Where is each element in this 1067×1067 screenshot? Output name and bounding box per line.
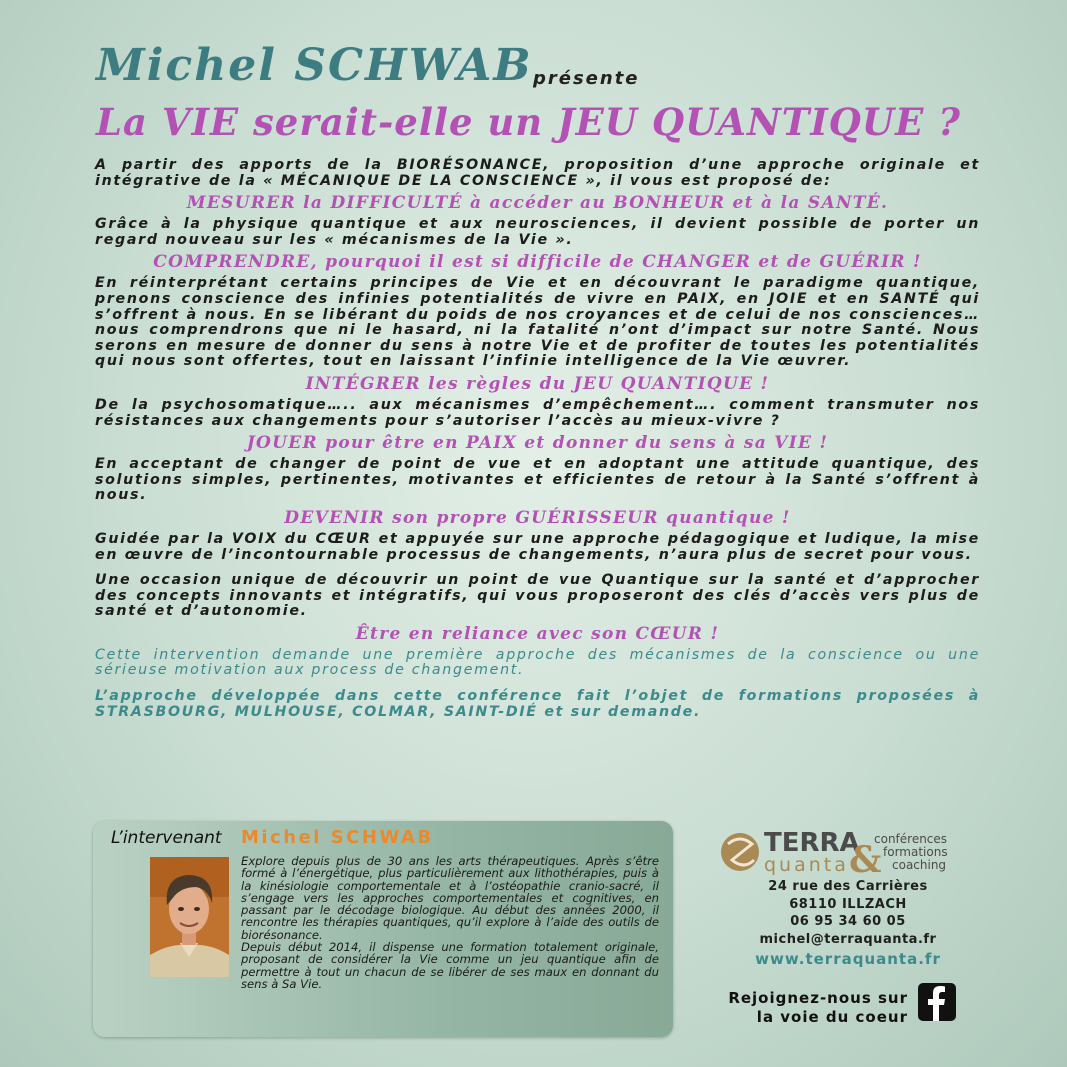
presents-label: présente: [533, 68, 640, 89]
logo-ampersand: &: [849, 839, 882, 878]
intro-paragraph: A partir des apports de la BIORÉSONANCE, proposition d’une approche originale et intégrative de la « MÉCANIQUE DE LA CONSCIENCE », il vous est proposé de:: [95, 157, 980, 189]
section-heading-jouer: JOUER pour être en PAIX et donner du sens à sa VIE !: [246, 433, 829, 454]
contact-phone[interactable]: 06 95 34 60 05: [790, 914, 906, 929]
speaker-bio-paragraph: Depuis début 2014, il dispense une formation totalement originale, proposant de considérer la Vie comme un jeu quantique afin de permettre à tout un chacun de se libérer de ses maux en donnant du sens à Sa Vie.: [241, 940, 659, 991]
social-line: Rejoignez-nous sur: [728, 989, 908, 1007]
section-heading-devenir: DEVENIR son propre GUÉRISSEUR quantique !: [284, 507, 791, 528]
logo-service: formations: [883, 845, 948, 859]
speaker-name: Michel SCHWAB: [241, 827, 434, 848]
speaker-bio-paragraph: Explore depuis plus de 30 ans les arts thérapeutiques. Après s’être formé à l’énergétique, plus particulièrement aux lithothérapies, puis à la kinésiologie comportementale et à l’ostéopathie cranio-sacré, il s’engage vers les approches comportementales et cognitives, en passant par le décodage biologique. Au début des années 2000, il rencontre les thérapies quantiques, qu’il explore à l’aide des outils de biorésonance.: [241, 854, 659, 942]
website-link[interactable]: www.terraquanta.fr: [755, 950, 941, 968]
social-line: la voie du coeur: [756, 1008, 908, 1026]
paragraph-occasion: Une occasion unique de découvrir un point de vue Quantique sur la santé et d’approcher des concepts innovants et intégratifs, qui vous proposeront des clés d’accès vers plus de santé et d’autonomie.: [95, 572, 980, 620]
paragraph-physique: Grâce à la physique quantique et aux neurosciences, il devient possible de porter un regard nouveau sur les « mécanismes de la Vie ».: [95, 216, 980, 248]
note-prerequisite: Cette intervention demande une première approche des mécanismes de la conscience ou une sérieuse motivation aux process de changement.: [95, 646, 980, 679]
paragraph-guidee: Guidée par la VOIX du CŒUR et appuyée sur une approche pédagogique et ludique, la mise en œuvre de l’incontournable processus de changements, n’aura plus de secret pour vous.: [95, 530, 980, 563]
contact-street: 24 rue des Carrières: [768, 879, 928, 894]
page-title: La VIE serait-elle un JEU QUANTIQUE ?: [96, 100, 961, 144]
note-formations: L’approche développée dans cette conférence fait l’objet de formations proposées à STRASBOURG, MULHOUSE, COLMAR, SAINT-DIÉ et sur demande.: [95, 688, 980, 720]
body-text: [95, 158, 980, 720]
paragraph-paradigme: En réinterprétant certains principes de Vie et en découvrant le paradigme quantique, prenons conscience des infinies potentialités de vivre en PAIX, en JOIE et en SANTÉ qui s’offrent à nous. En se libérant du poids de nos croyances et de celui de nos consciences… nous comprendrons que ni le hasard, ni la fatalité n’ont d’impact sur notre Santé. Nous serons en mesure de donner du sens à notre Vie et de profiter de toutes les potentialités qui nous sont offertes, tout en laissant l’infinie intelligence de la Vie œuvrer.: [95, 275, 980, 370]
section-heading-comprendre: COMPRENDRE, pourquoi il est si difficile de CHANGER et de GUÉRIR !: [153, 252, 922, 273]
logo-service: coaching: [892, 858, 947, 872]
speaker-label: L’intervenant: [111, 828, 222, 848]
facebook-icon[interactable]: [918, 983, 956, 1021]
social-callout: [728, 989, 908, 1027]
logo-graphic: [720, 826, 980, 878]
logo-brand-bottom: quanta: [764, 854, 849, 876]
facebook-icon-graphic: [918, 983, 956, 1021]
section-heading-reliance: Être en reliance avec son CŒUR !: [355, 623, 720, 644]
speaker-photo: [150, 857, 229, 977]
speaker-panel: [93, 821, 673, 1037]
contact-block: [728, 878, 968, 970]
author-name: Michel SCHWAB: [96, 40, 533, 91]
speaker-bio: [241, 855, 659, 990]
portrait-image: [150, 857, 229, 977]
paragraph-psychosomatique: De la psychosomatique….. aux mécanismes d’empêchement…. comment transmuter nos résistances aux changements pour s’autoriser l’accès au mieux-vivre ?: [95, 396, 980, 429]
logo-brand-top: TERRA: [764, 828, 860, 858]
contact-email[interactable]: michel@terraquanta.fr: [759, 931, 937, 947]
section-heading-mesurer: MESURER la DIFFICULTÉ à accéder au BONHEUR et à la SANTÉ.: [186, 193, 889, 214]
logo-service: conférences: [874, 832, 948, 846]
contact-city: 68110 ILLZACH: [789, 896, 907, 912]
terra-quanta-logo: [720, 826, 980, 878]
section-heading-integrer: INTÉGRER les règles du JEU QUANTIQUE !: [305, 373, 770, 394]
paragraph-solutions: En acceptant de changer de point de vue et en adoptant une attitude quantique, des solutions simples, pertinentes, motivantes et efficientes de retour à la Santé s’offrent à nous.: [95, 456, 980, 504]
